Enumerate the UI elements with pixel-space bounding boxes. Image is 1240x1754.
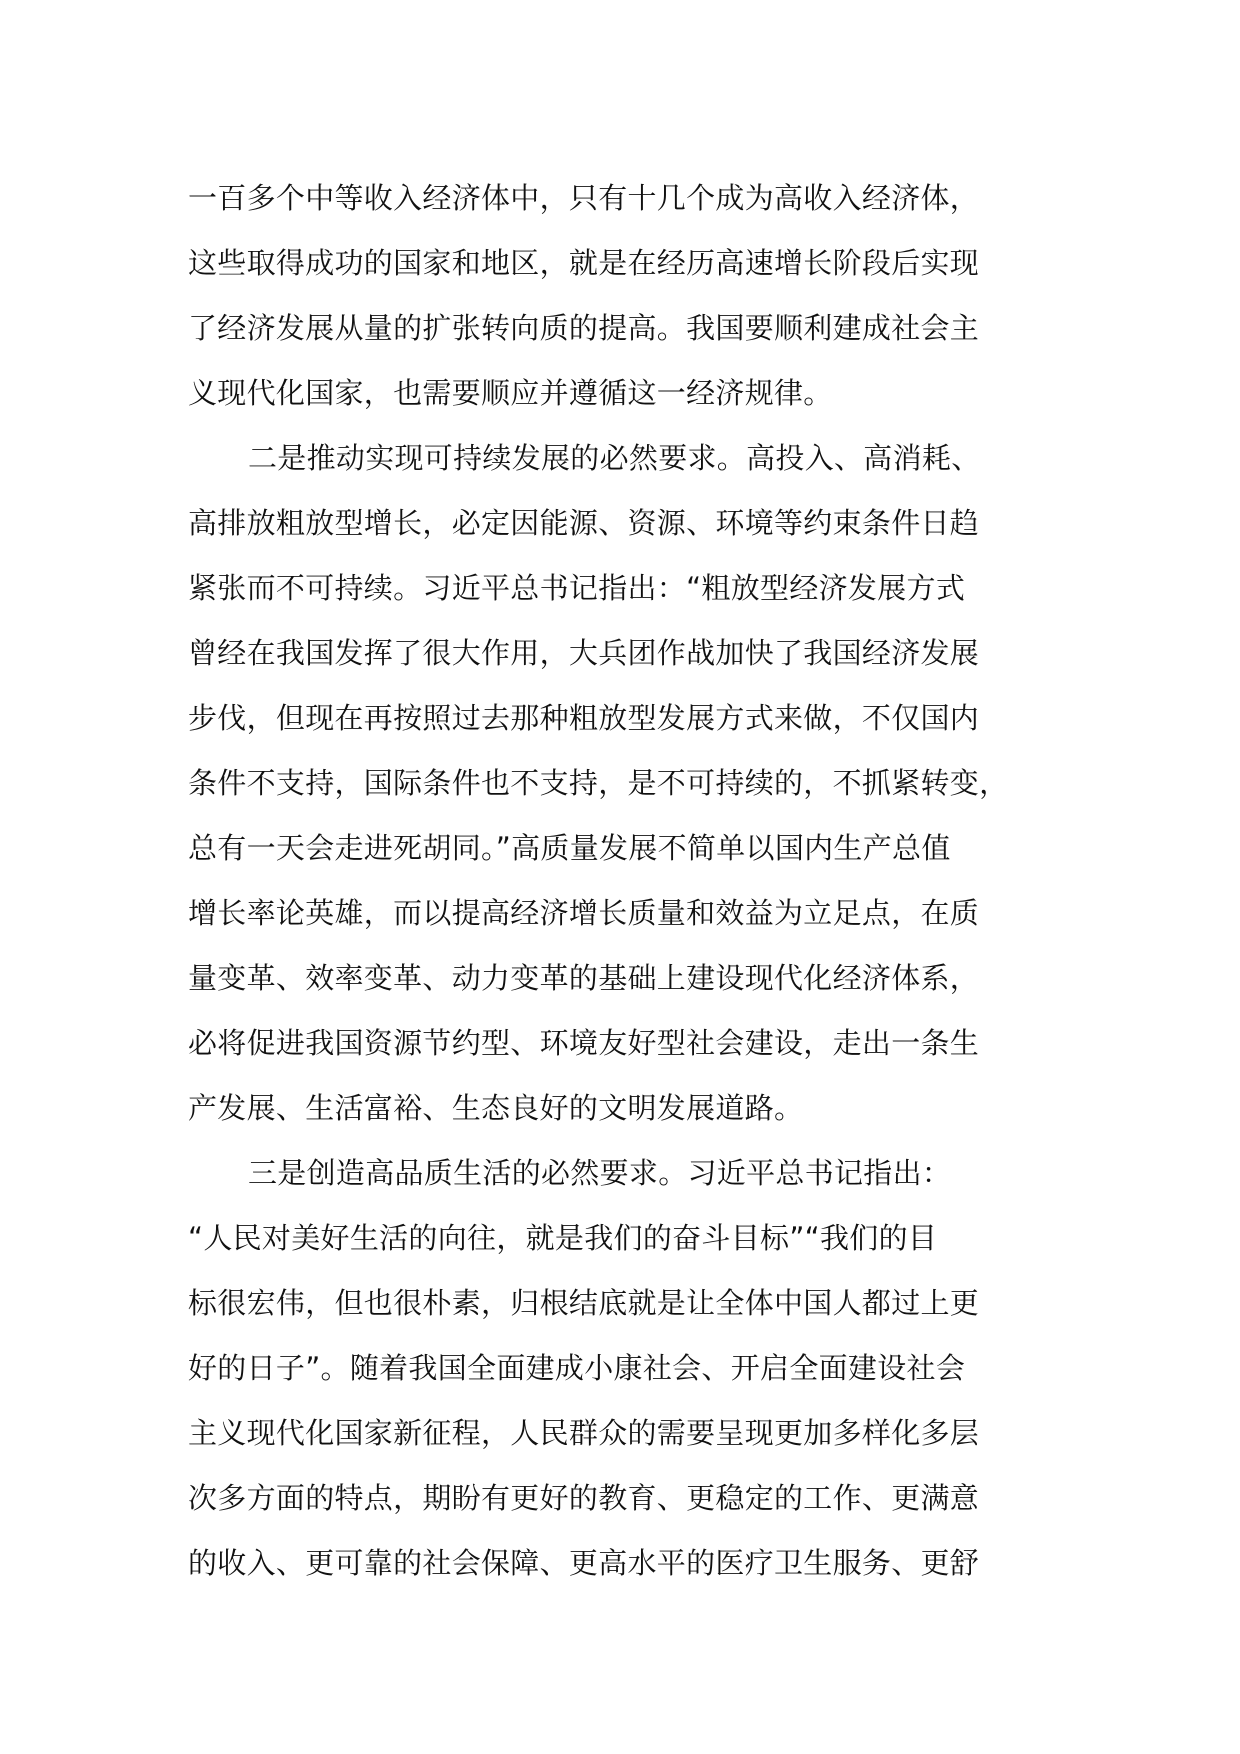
text-line: 量变革、效率变革、动力变革的基础上建设现代化经济体系， bbox=[188, 961, 980, 995]
text-line: 曾经在我国发挥了很大作用，大兵团作战加快了我国经济发展 bbox=[188, 636, 980, 670]
text-line: 必将促进我国资源节约型、环境友好型社会建设，走出一条生 bbox=[188, 1026, 980, 1060]
text-line: 义现代化国家，也需要顺应并遵循这一经济规律。 bbox=[188, 376, 833, 410]
text-line: 一百多个中等收入经济体中，只有十几个成为高收入经济体， bbox=[188, 181, 980, 215]
text-line: 好的日子”。随着我国全面建成小康社会、开启全面建设社会 bbox=[188, 1351, 966, 1385]
body-text bbox=[188, 166, 1070, 1596]
text-line: 的收入、更可靠的社会保障、更高水平的医疗卫生服务、更舒 bbox=[188, 1546, 980, 1580]
text-line: 增长率论英雄，而以提高经济增长质量和效益为立足点，在质 bbox=[188, 896, 980, 930]
text-line: 紧张而不可持续。习近平总书记指出：“粗放型经济发展方式 bbox=[188, 571, 966, 605]
text-line: 步伐，但现在再按照过去那种粗放型发展方式来做，不仅国内 bbox=[188, 701, 980, 735]
text-line: 高排放粗放型增长，必定因能源、资源、环境等约束条件日趋 bbox=[188, 506, 980, 540]
paragraph-start-line: 二是推动实现可持续发展的必然要求。高投入、高消耗、 bbox=[248, 441, 981, 475]
text-line: 条件不支持，国际条件也不支持，是不可持续的，不抓紧转变， bbox=[188, 766, 1009, 800]
text-line: 标很宏伟，但也很朴素，归根结底就是让全体中国人都过上更 bbox=[188, 1286, 980, 1320]
text-line: “人民对美好生活的向往，就是我们的奋斗目标”“我们的目 bbox=[188, 1221, 938, 1255]
text-line: 次多方面的特点，期盼有更好的教育、更稳定的工作、更满意 bbox=[188, 1481, 980, 1515]
text-line: 总有一天会走进死胡同。”高质量发展不简单以国内生产总值 bbox=[188, 831, 951, 865]
paragraph-start-line: 三是创造高品质生活的必然要求。习近平总书记指出： bbox=[248, 1156, 952, 1190]
text-line: 产发展、生活富裕、生态良好的文明发展道路。 bbox=[188, 1091, 804, 1125]
text-line: 主义现代化国家新征程，人民群众的需要呈现更加多样化多层 bbox=[188, 1416, 980, 1450]
text-line: 了经济发展从量的扩张转向质的提高。我国要顺利建成社会主 bbox=[188, 311, 980, 345]
text-line: 这些取得成功的国家和地区，就是在经历高速增长阶段后实现 bbox=[188, 246, 980, 280]
